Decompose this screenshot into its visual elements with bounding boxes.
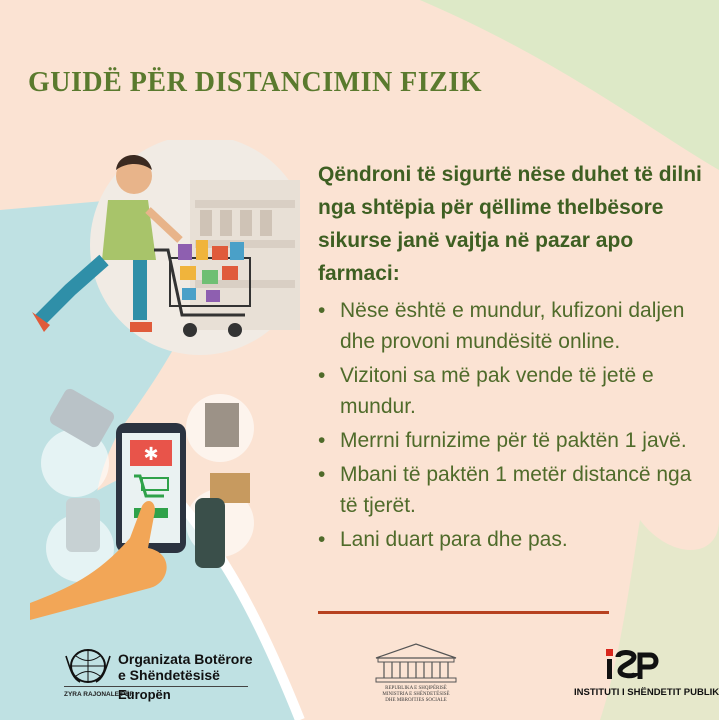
list-item-text: Vizitoni sa më pak vende të jetë e mundur. (340, 364, 654, 418)
highlight-underline (318, 611, 609, 614)
who-name (118, 651, 253, 683)
isp-logo-icon (604, 647, 662, 683)
who-region: Europën (118, 687, 171, 702)
who-regional-office: ZYRA RAJONALE PËR (64, 691, 135, 698)
advice-list (318, 295, 708, 558)
intro-text: Qëndroni të sigurtë nëse duhet të dilni nga shtëpia për qëllime thelbësore sikurse janë vajtja në pazar apo farmaci: (318, 163, 702, 285)
bullet-marker: • (318, 364, 326, 387)
shopper-with-cart-illustration (30, 140, 300, 360)
ministry-line3: DHE MBROJTJES SOCIALE (385, 698, 447, 703)
bullet-marker: • (318, 463, 326, 486)
isp-name: INSTITUTI I SHËNDETIT PUBLIK (574, 687, 719, 698)
bullet-marker: • (318, 429, 326, 452)
who-emblem-icon (64, 648, 112, 684)
list-item-text: Merrni furnizime për të paktën 1 javë. (340, 429, 687, 452)
list-item-text: Nëse është e mundur, kufizoni daljen dhe provoni mundësitë online. (340, 299, 685, 353)
list-item (318, 459, 708, 521)
ministry-name (368, 686, 464, 704)
bullet-marker: • (318, 528, 326, 551)
page-title: GUIDË PËR DISTANCIMIN FIZIK (28, 66, 483, 98)
who-name-line1: Organizata Botërore (118, 651, 253, 667)
list-item (318, 524, 708, 555)
list-item-text: Lani duart para dhe pas. (340, 528, 568, 551)
phone-shopping-illustration (30, 388, 270, 623)
ministry-building-icon (372, 640, 460, 684)
ministry-line2: MINISTRIA E SHËNDETËSISË (382, 692, 450, 697)
who-name-line2: e Shëndetësisë (118, 667, 220, 683)
svg-text:✱: ✱ (143, 444, 159, 465)
list-item (318, 295, 708, 357)
bullet-marker: • (318, 299, 326, 322)
list-item (318, 425, 708, 456)
list-item (318, 360, 708, 422)
ministry-line1: REPUBLIKA E SHQIPËRISË (385, 686, 447, 691)
list-item-text: Mbani të paktën 1 metër distancë nga të tjerët. (340, 463, 692, 517)
